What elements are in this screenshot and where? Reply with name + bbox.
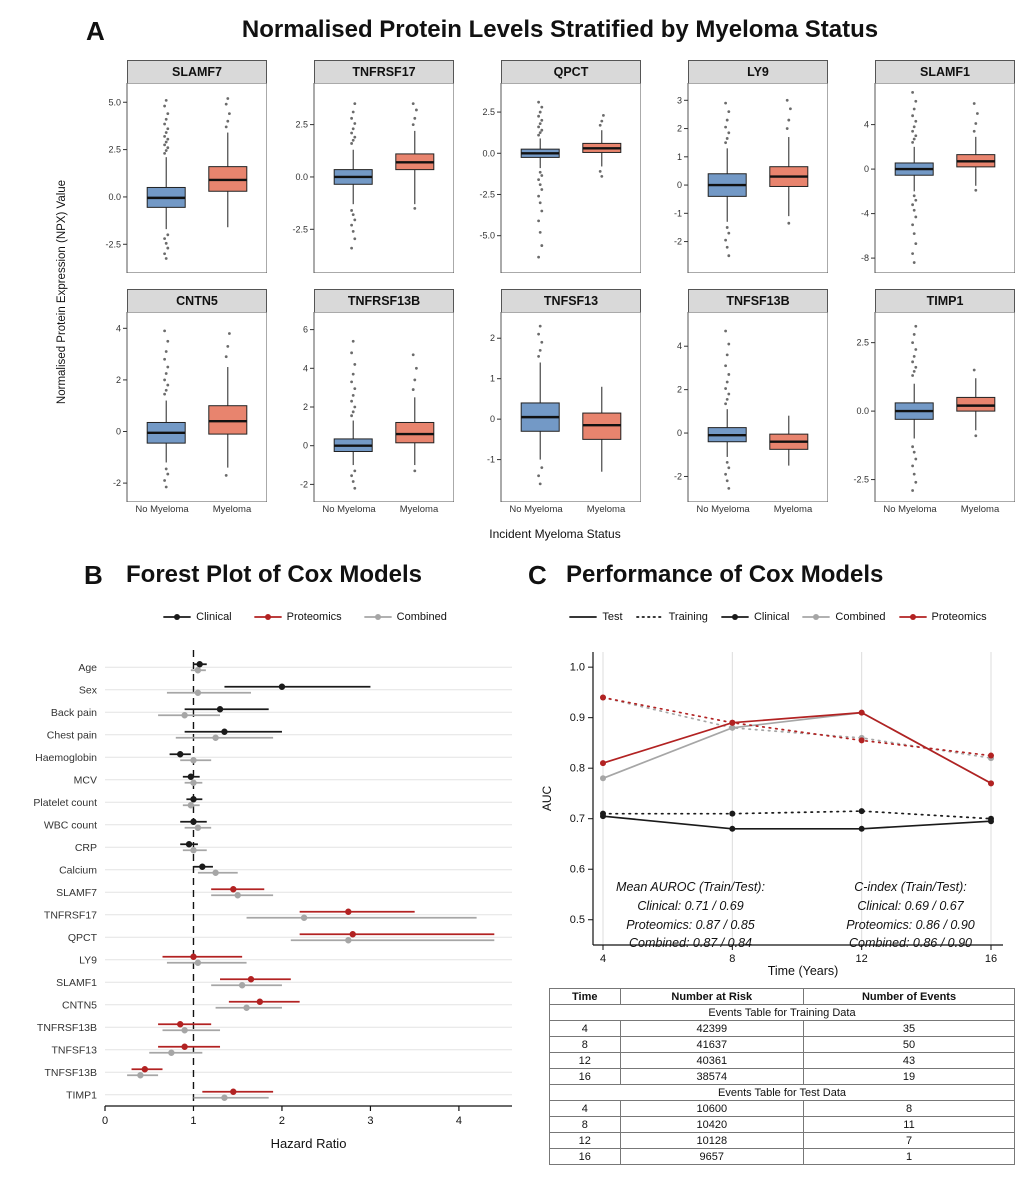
forest-point-TNFSF13B-combined [127, 1072, 158, 1078]
forest-point-TNFSF13B-proteomics [132, 1066, 163, 1072]
svg-text:2.5: 2.5 [108, 144, 121, 155]
svg-text:0: 0 [676, 180, 682, 191]
forest-point-TNFRSF17-combined [247, 915, 477, 921]
forest-point-Sex-clinical [224, 684, 370, 690]
events-data-row [550, 1021, 1015, 1037]
x-tick-label: Myeloma [773, 504, 813, 515]
svg-text:-1: -1 [486, 454, 495, 465]
forest-point-Haemoglobin-clinical [170, 751, 191, 757]
x-tick-label: No Myeloma [509, 504, 563, 515]
panel-a-label: A [86, 16, 105, 46]
svg-text:-2: -2 [112, 478, 121, 489]
facet-plot-TNFSF13 [469, 312, 641, 502]
forest-point-TNFSF13-combined [149, 1050, 202, 1056]
forest-point-TIMP1-proteomics [202, 1089, 273, 1095]
events-table [549, 988, 1015, 1165]
annotation-line: Proteomics: 0.86 / 0.90 [846, 917, 975, 932]
forest-point-SLAMF7-proteomics [211, 886, 264, 892]
forest-point-TNFRSF13B-proteomics [158, 1021, 211, 1027]
forest-point-SLAMF7-combined [211, 892, 273, 898]
panel-b-title: Forest Plot of Cox Models [126, 561, 423, 588]
events-col-header: Time [550, 989, 621, 1005]
events-cell: 35 [804, 1021, 1015, 1037]
svg-text:-2: -2 [299, 479, 308, 490]
x-tick-label: No Myeloma [883, 504, 937, 515]
svg-text:8: 8 [729, 953, 736, 965]
facet-title-TNFRSF17: TNFRSF17 [314, 60, 454, 83]
events-cell: 9657 [620, 1149, 803, 1165]
legend-glyph-proteomics [254, 611, 282, 623]
x-tick-label: No Myeloma [135, 504, 189, 515]
events-cell: 1 [804, 1149, 1015, 1165]
legend-label: Test [602, 611, 623, 623]
legend-item-test [569, 611, 622, 623]
svg-text:SLAMF7: SLAMF7 [56, 886, 97, 899]
svg-text:Platelet count: Platelet count [33, 796, 97, 809]
forest-point-LY9-proteomics [163, 954, 243, 960]
svg-text:-2.5: -2.5 [292, 224, 308, 235]
facet-SLAMF7 [95, 60, 267, 273]
svg-text:2: 2 [278, 1115, 286, 1127]
series-proteomics-test- [600, 710, 994, 787]
facet-title-SLAMF7: SLAMF7 [127, 60, 267, 83]
forest-point-Platelet-count-clinical [186, 796, 202, 802]
forest-plot [0, 640, 530, 1160]
panel-a-y-axis-label: Normalised Protein Expression (NPX) Value [56, 179, 68, 405]
forest-point-TNFRSF13B-combined [163, 1027, 221, 1033]
svg-text:4: 4 [863, 119, 869, 130]
svg-text:0.8: 0.8 [569, 762, 585, 775]
svg-text:2.5: 2.5 [295, 119, 308, 130]
events-cell: 8 [550, 1037, 621, 1053]
events-data-row [550, 1133, 1015, 1149]
series-combined-test- [600, 710, 994, 787]
forest-point-LY9-combined [167, 960, 247, 966]
legend-glyph-training [636, 611, 664, 623]
svg-text:2: 2 [302, 402, 308, 412]
legend-label: Proteomics [286, 611, 342, 623]
forest-point-Age-clinical [193, 661, 206, 667]
svg-text:-2: -2 [673, 236, 682, 247]
annotation-line: Clinical: 0.69 / 0.67 [857, 898, 964, 913]
legend-item-training [636, 611, 708, 623]
facet-plot-CNTN5 [95, 312, 267, 502]
forest-point-QPCT-proteomics [300, 931, 495, 937]
forest-legend [95, 611, 515, 623]
events-data-row [550, 1101, 1015, 1117]
x-tick-label: No Myeloma [696, 504, 750, 515]
svg-text:-5.0: -5.0 [479, 230, 495, 241]
svg-text:Back pain: Back pain [50, 706, 97, 719]
forest-point-Calcium-clinical [193, 864, 212, 870]
facet-plot-LY9 [656, 83, 828, 273]
svg-text:5.0: 5.0 [108, 97, 121, 108]
forest-point-Back-pain-combined [158, 712, 220, 718]
svg-text:-4: -4 [860, 208, 869, 219]
legend-item-proteomics [254, 611, 342, 623]
facet-plot-QPCT [469, 83, 641, 273]
svg-text:Hazard Ratio: Hazard Ratio [270, 1136, 347, 1151]
events-cell: 42399 [620, 1021, 803, 1037]
svg-text:SLAMF1: SLAMF1 [56, 976, 97, 989]
svg-text:4: 4 [115, 323, 121, 334]
svg-text:Chest pain: Chest pain [46, 729, 97, 742]
legend-glyph-clinical [721, 611, 749, 623]
facet-x-tick-labels [282, 504, 454, 515]
svg-text:2: 2 [115, 374, 121, 385]
svg-text:1: 1 [489, 373, 495, 384]
svg-text:4: 4 [599, 953, 607, 965]
auroc-annotation [588, 878, 793, 953]
events-section-title: Events Table for Training Data [550, 1005, 1015, 1021]
svg-text:0.9: 0.9 [569, 712, 585, 725]
panel-c-title: Performance of Cox Models [566, 561, 884, 588]
svg-text:0.0: 0.0 [856, 406, 869, 417]
forest-point-TNFSF13-proteomics [158, 1044, 220, 1050]
facet-title-CNTN5: CNTN5 [127, 289, 267, 312]
x-tick-label: No Myeloma [322, 504, 376, 515]
svg-text:-2.5: -2.5 [853, 474, 869, 485]
legend-label: Training [668, 611, 708, 623]
svg-text:4: 4 [455, 1115, 462, 1127]
legend-item-clinical [163, 611, 231, 623]
events-header-row [550, 989, 1015, 1005]
forest-point-Calcium-combined [198, 870, 238, 876]
facet-QPCT [469, 60, 641, 273]
panel-a-title: Normalised Protein Levels Stratified by Myeloma Status [241, 16, 879, 43]
facet-x-tick-labels [843, 504, 1015, 515]
svg-text:2: 2 [489, 333, 495, 344]
forest-point-SLAMF1-combined [211, 982, 282, 988]
svg-text:6: 6 [302, 324, 308, 335]
facet-TNFSF13B [656, 289, 828, 515]
svg-text:TNFRSF17: TNFRSF17 [43, 909, 97, 922]
forest-point-MCV-combined [185, 780, 203, 786]
events-cell: 10128 [620, 1133, 803, 1149]
events-cell: 7 [804, 1133, 1015, 1149]
svg-text:AUC: AUC [540, 785, 554, 812]
annotation-line: Proteomics: 0.87 / 0.85 [626, 917, 755, 932]
events-cell: 38574 [620, 1069, 803, 1085]
legend-glyph-combined [364, 611, 392, 623]
events-cell: 10420 [620, 1117, 803, 1133]
svg-text:3: 3 [676, 95, 682, 106]
x-tick-label: Myeloma [212, 504, 252, 515]
legend-label: Proteomics [931, 611, 987, 623]
facet-plot-SLAMF7 [95, 83, 267, 273]
facet-title-SLAMF1: SLAMF1 [875, 60, 1015, 83]
events-section-title: Events Table for Test Data [550, 1085, 1015, 1101]
facet-title-TNFSF13: TNFSF13 [501, 289, 641, 312]
events-data-row [550, 1069, 1015, 1085]
svg-text:2: 2 [676, 123, 682, 134]
forest-point-TIMP1-combined [193, 1095, 268, 1101]
events-cell: 41637 [620, 1037, 803, 1053]
cindex-annotation [803, 878, 1018, 953]
svg-text:12: 12 [855, 953, 868, 965]
forest-point-Chest-pain-combined [176, 735, 273, 741]
forest-point-WBC-count-combined [185, 825, 212, 831]
facet-TNFRSF13B [282, 289, 454, 515]
events-cell: 40361 [620, 1053, 803, 1069]
legend-glyph-test [569, 611, 597, 623]
annotation-line: C-index (Train/Test): [854, 880, 967, 894]
svg-text:-2.5: -2.5 [105, 239, 121, 250]
svg-text:1: 1 [676, 151, 682, 162]
svg-text:CNTN5: CNTN5 [61, 999, 97, 1012]
events-cell: 16 [550, 1069, 621, 1085]
facet-title-QPCT: QPCT [501, 60, 641, 83]
panel-b-label: B [84, 560, 103, 590]
facet-title-TNFRSF13B: TNFRSF13B [314, 289, 454, 312]
svg-text:0.6: 0.6 [569, 863, 585, 876]
events-cell: 43 [804, 1053, 1015, 1069]
events-section-row [550, 1005, 1015, 1021]
svg-text:Sex: Sex [78, 684, 97, 697]
annotation-line: Combined: 0.86 / 0.90 [849, 936, 972, 951]
svg-text:-1: -1 [673, 208, 682, 219]
panel-a-x-axis-label: Incident Myeloma Status [489, 527, 621, 541]
events-data-row [550, 1037, 1015, 1053]
svg-text:-2: -2 [673, 471, 682, 482]
events-data-row [550, 1117, 1015, 1133]
svg-text:0: 0 [863, 164, 869, 175]
forest-point-CRP-combined [183, 847, 207, 853]
svg-text:QPCT: QPCT [67, 931, 97, 944]
events-data-row [550, 1053, 1015, 1069]
forest-point-CNTN5-proteomics [229, 999, 300, 1005]
forest-point-Haemoglobin-combined [180, 757, 211, 763]
events-cell: 12 [550, 1053, 621, 1069]
x-tick-label: Myeloma [399, 504, 439, 515]
events-cell: 11 [804, 1117, 1015, 1133]
svg-text:0.0: 0.0 [482, 148, 495, 159]
svg-text:Age: Age [78, 661, 97, 674]
svg-text:TIMP1: TIMP1 [66, 1089, 97, 1102]
facet-LY9 [656, 60, 828, 273]
legend-item-combined [364, 611, 447, 623]
x-tick-label: Myeloma [586, 504, 626, 515]
events-cell: 4 [550, 1101, 621, 1117]
forest-point-WBC-count-clinical [180, 819, 207, 825]
svg-text:3: 3 [367, 1115, 374, 1127]
legend-label: Clinical [753, 611, 790, 623]
events-cell: 19 [804, 1069, 1015, 1085]
facet-x-tick-labels [656, 504, 828, 515]
svg-text:TNFSF13B: TNFSF13B [44, 1066, 97, 1079]
svg-text:Calcium: Calcium [59, 864, 97, 877]
svg-text:4: 4 [302, 363, 308, 374]
facet-plot-TIMP1 [843, 312, 1015, 502]
forest-point-Sex-combined [167, 690, 251, 696]
legend-label: Clinical [196, 611, 232, 623]
facet-title-TNFSF13B: TNFSF13B [688, 289, 828, 312]
facet-plot-TNFSF13B [656, 312, 828, 502]
forest-point-MCV-clinical [183, 774, 200, 780]
svg-text:Haemoglobin: Haemoglobin [35, 751, 97, 764]
facet-TNFRSF17 [282, 60, 454, 273]
boxplot-grid [95, 60, 1015, 515]
facet-plot-TNFRSF17 [282, 83, 454, 273]
svg-text:MCV: MCV [73, 774, 97, 787]
events-data-row [550, 1149, 1015, 1165]
legend-item-proteomics [899, 611, 987, 623]
x-tick-label: Myeloma [960, 504, 1000, 515]
svg-text:0.0: 0.0 [295, 171, 308, 182]
svg-text:0.7: 0.7 [569, 813, 585, 826]
svg-text:TNFRSF13B: TNFRSF13B [36, 1021, 97, 1034]
svg-text:0: 0 [489, 414, 495, 425]
forest-point-CRP-clinical [180, 841, 198, 847]
legend-glyph-combined [802, 611, 830, 623]
forest-point-Platelet-count-combined [183, 802, 200, 808]
forest-point-Back-pain-clinical [185, 706, 269, 712]
forest-point-Chest-pain-clinical [185, 729, 282, 735]
series-clinical-training- [600, 808, 994, 822]
facet-SLAMF1 [843, 60, 1015, 273]
events-col-header: Number at Risk [620, 989, 803, 1005]
series-proteomics-training- [600, 694, 994, 758]
svg-text:0.5: 0.5 [569, 914, 585, 927]
legend-label: Combined [396, 611, 447, 623]
svg-text:TNFSF13: TNFSF13 [51, 1044, 97, 1057]
forest-point-SLAMF1-proteomics [220, 976, 291, 982]
forest-point-CNTN5-combined [216, 1005, 282, 1011]
svg-text:WBC count: WBC count [43, 819, 97, 832]
legend-glyph-proteomics [899, 611, 927, 623]
events-cell: 10600 [620, 1101, 803, 1117]
events-cell: 4 [550, 1021, 621, 1037]
facet-plot-TNFRSF13B [282, 312, 454, 502]
facet-TIMP1 [843, 289, 1015, 515]
svg-text:2.5: 2.5 [856, 337, 869, 348]
annotation-line: Combined: 0.87 / 0.84 [629, 936, 752, 951]
panel-c-label: C [528, 560, 547, 590]
svg-text:4: 4 [676, 341, 682, 352]
legend-item-combined [802, 611, 885, 623]
forest-point-TNFRSF17-proteomics [300, 909, 415, 915]
annotation-line: Mean AUROC (Train/Test): [616, 880, 765, 894]
svg-text:-2.5: -2.5 [479, 189, 495, 200]
svg-text:CRP: CRP [74, 841, 97, 854]
facet-CNTN5 [95, 289, 267, 515]
svg-text:2: 2 [676, 384, 682, 395]
auc-legend [538, 611, 1018, 623]
svg-text:0.0: 0.0 [108, 191, 121, 202]
svg-text:1: 1 [190, 1115, 197, 1127]
svg-text:0: 0 [676, 428, 682, 439]
events-cell: 50 [804, 1037, 1015, 1053]
events-cell: 12 [550, 1133, 621, 1149]
svg-text:LY9: LY9 [79, 954, 97, 967]
forest-point-QPCT-combined [291, 937, 495, 943]
events-cell: 16 [550, 1149, 621, 1165]
facet-TNFSF13 [469, 289, 641, 515]
annotation-line: Clinical: 0.71 / 0.69 [637, 898, 744, 913]
series-combined-training- [600, 694, 994, 761]
svg-text:16: 16 [984, 953, 998, 965]
svg-text:0: 0 [101, 1115, 109, 1127]
facet-x-tick-labels [95, 504, 267, 515]
svg-text:0: 0 [302, 440, 308, 451]
panel-c-x-axis-label: Time (Years) [767, 964, 839, 978]
svg-text:1.0: 1.0 [569, 661, 585, 674]
events-col-header: Number of Events [804, 989, 1015, 1005]
events-cell: 8 [550, 1117, 621, 1133]
facet-x-tick-labels [469, 504, 641, 515]
legend-glyph-clinical [163, 611, 191, 623]
facet-title-TIMP1: TIMP1 [875, 289, 1015, 312]
legend-label: Combined [835, 611, 886, 623]
svg-text:-8: -8 [860, 253, 869, 264]
events-cell: 8 [804, 1101, 1015, 1117]
svg-text:0: 0 [115, 426, 121, 437]
events-section-row [550, 1085, 1015, 1101]
svg-text:2.5: 2.5 [482, 107, 495, 118]
legend-item-clinical [721, 611, 789, 623]
facet-plot-SLAMF1 [843, 83, 1015, 273]
facet-title-LY9: LY9 [688, 60, 828, 83]
